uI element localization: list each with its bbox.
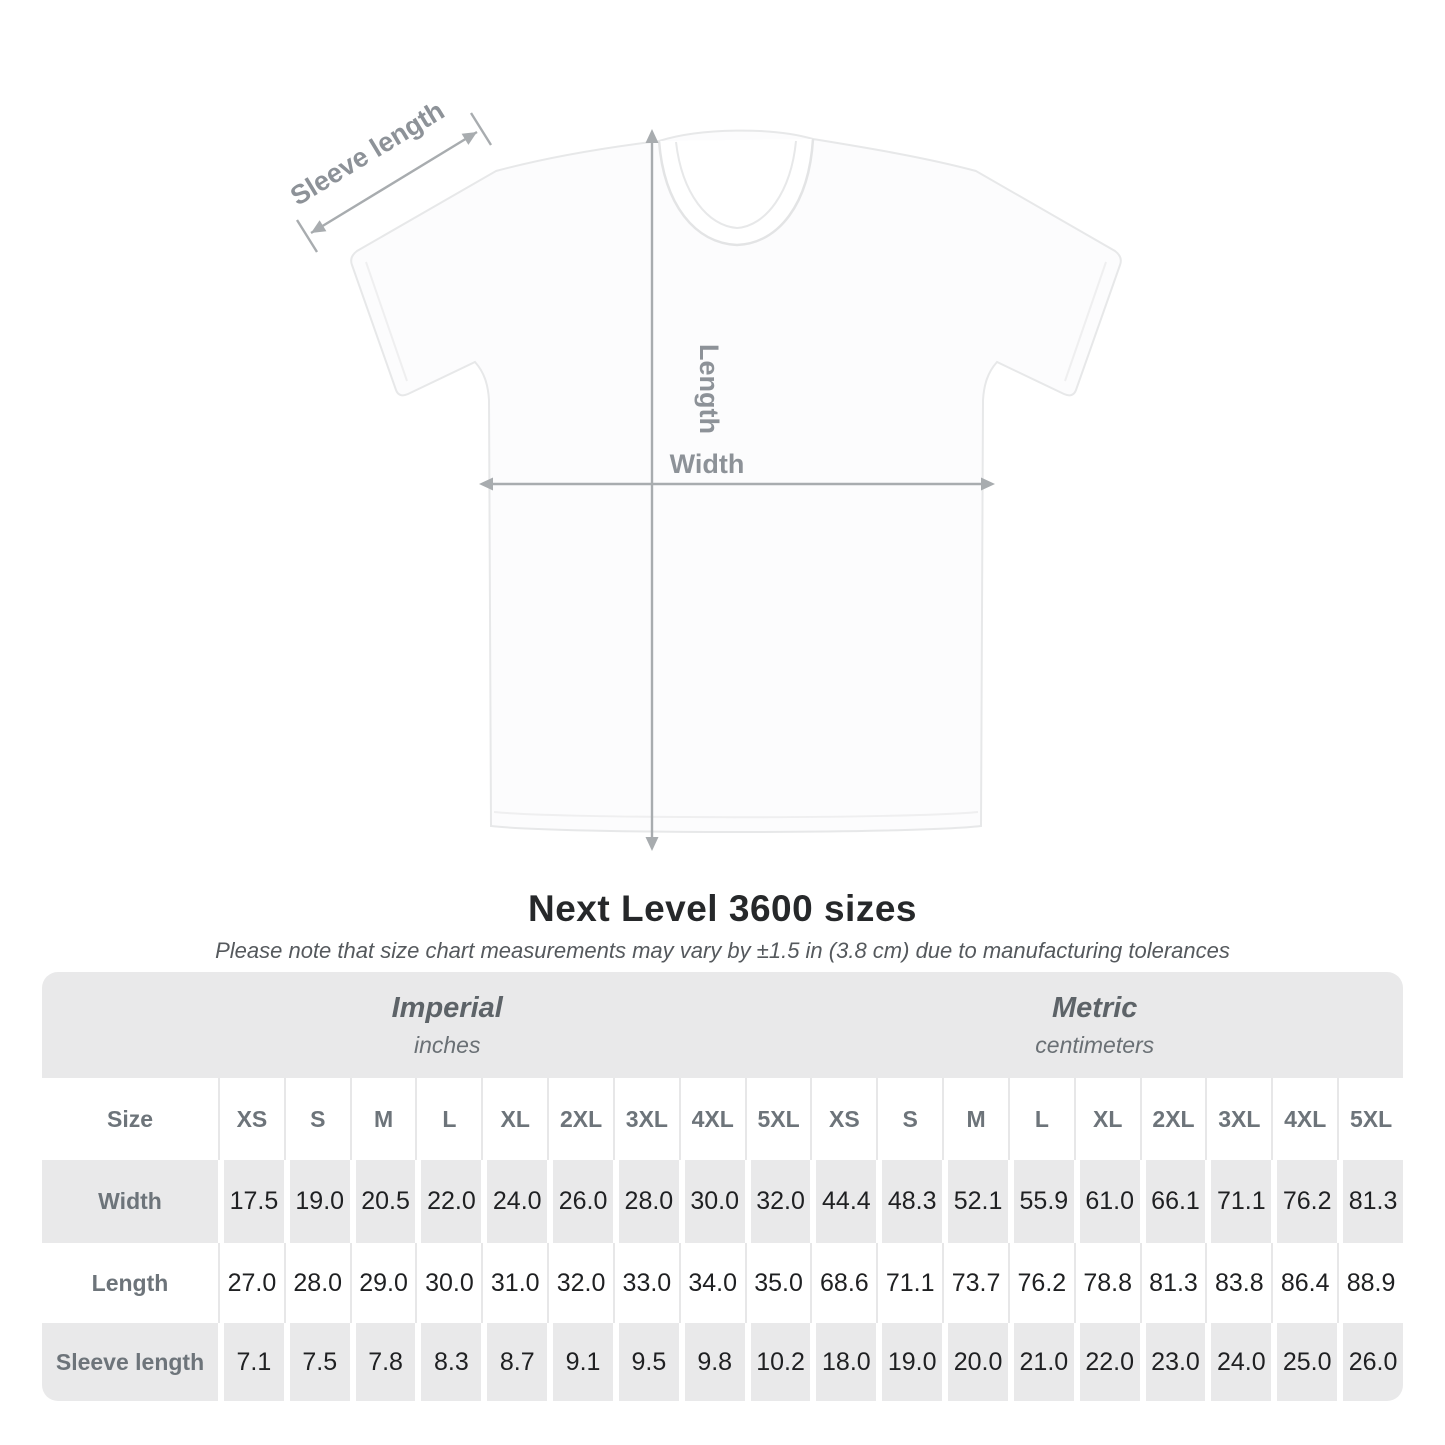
- size-col-header-metric-xs: XS: [810, 1078, 876, 1160]
- tolerance-note: Please note that size chart measurements may vary by ±1.5 in (3.8 cm) due to manufacturing tolerances: [215, 938, 1230, 963]
- value-cell: 19.0: [876, 1323, 942, 1401]
- value-cell: 66.1: [1140, 1160, 1206, 1243]
- size-header-row: [42, 1078, 1403, 1160]
- value-cell: 73.7: [942, 1243, 1008, 1323]
- row-label-width: Width: [42, 1160, 218, 1243]
- row-label-length: Length: [42, 1243, 218, 1323]
- size-col-header-metric-3xl: 3XL: [1205, 1078, 1271, 1160]
- size-col-header-imperial-m: M: [350, 1078, 416, 1160]
- size-col-header-imperial-2xl: 2XL: [547, 1078, 613, 1160]
- value-cell: 7.8: [350, 1323, 416, 1401]
- size-col-header-metric-4xl: 4XL: [1271, 1078, 1337, 1160]
- value-cell: 32.0: [745, 1160, 811, 1243]
- value-cell: 31.0: [481, 1243, 547, 1323]
- value-cell: 18.0: [810, 1323, 876, 1401]
- value-cell: 61.0: [1074, 1160, 1140, 1243]
- page-title: Next Level 3600 sizes: [528, 888, 917, 929]
- table-row-width: [42, 1160, 1403, 1243]
- imperial-section-header: [42, 972, 810, 1078]
- value-cell: 29.0: [350, 1243, 416, 1323]
- sleeve-length-label: Sleeve length: [285, 95, 450, 212]
- value-cell: 76.2: [1008, 1243, 1074, 1323]
- value-cell: 86.4: [1271, 1243, 1337, 1323]
- value-cell: 8.7: [481, 1323, 547, 1401]
- value-cell: 44.4: [810, 1160, 876, 1243]
- table-row-length: [42, 1243, 1403, 1323]
- value-cell: 28.0: [284, 1243, 350, 1323]
- value-cell: 23.0: [1140, 1323, 1206, 1401]
- value-cell: 10.2: [745, 1323, 811, 1401]
- imperial-title: Imperial: [391, 991, 503, 1024]
- size-col-header-metric-5xl: 5XL: [1337, 1078, 1403, 1160]
- value-cell: 30.0: [679, 1160, 745, 1243]
- value-cell: 48.3: [876, 1160, 942, 1243]
- size-table-grid: [42, 972, 1403, 1401]
- value-cell: 17.5: [218, 1160, 284, 1243]
- value-cell: 24.0: [481, 1160, 547, 1243]
- value-cell: 27.0: [218, 1243, 284, 1323]
- value-cell: 52.1: [942, 1160, 1008, 1243]
- value-cell: 22.0: [415, 1160, 481, 1243]
- value-cell: 22.0: [1074, 1323, 1140, 1401]
- imperial-unit: inches: [413, 1031, 481, 1058]
- value-cell: 68.6: [810, 1243, 876, 1323]
- size-col-header-metric-s: S: [876, 1078, 942, 1160]
- unit-band-row: [42, 972, 1403, 1078]
- value-cell: 78.8: [1074, 1243, 1140, 1323]
- size-col-header-metric-m: M: [942, 1078, 1008, 1160]
- size-col-header-imperial-5xl: 5XL: [745, 1078, 811, 1160]
- size-col-header-imperial-4xl: 4XL: [679, 1078, 745, 1160]
- size-column-label: Size: [42, 1078, 218, 1160]
- value-cell: 71.1: [876, 1243, 942, 1323]
- size-col-header-imperial-xs: XS: [218, 1078, 284, 1160]
- value-cell: 9.8: [679, 1323, 745, 1401]
- value-cell: 9.5: [613, 1323, 679, 1401]
- size-col-header-imperial-l: L: [415, 1078, 481, 1160]
- value-cell: 81.3: [1140, 1243, 1206, 1323]
- size-col-header-metric-2xl: 2XL: [1140, 1078, 1206, 1160]
- size-col-header-metric-xl: XL: [1074, 1078, 1140, 1160]
- value-cell: 71.1: [1205, 1160, 1271, 1243]
- length-label: Length: [694, 344, 724, 434]
- value-cell: 9.1: [547, 1323, 613, 1401]
- value-cell: 76.2: [1271, 1160, 1337, 1243]
- size-col-header-imperial-xl: XL: [481, 1078, 547, 1160]
- value-cell: 8.3: [415, 1323, 481, 1401]
- value-cell: 19.0: [284, 1160, 350, 1243]
- size-col-header-imperial-s: S: [284, 1078, 350, 1160]
- value-cell: 7.1: [218, 1323, 284, 1401]
- size-col-header-metric-l: L: [1008, 1078, 1074, 1160]
- value-cell: 26.0: [547, 1160, 613, 1243]
- size-col-header-imperial-3xl: 3XL: [613, 1078, 679, 1160]
- value-cell: 28.0: [613, 1160, 679, 1243]
- metric-section-header: [810, 972, 1403, 1078]
- metric-title: Metric: [1052, 991, 1138, 1024]
- value-cell: 20.5: [350, 1160, 416, 1243]
- value-cell: 55.9: [1008, 1160, 1074, 1243]
- table-row-sleeve-length: [42, 1323, 1403, 1401]
- value-cell: 83.8: [1205, 1243, 1271, 1323]
- value-cell: 88.9: [1337, 1243, 1403, 1323]
- value-cell: 21.0: [1008, 1323, 1074, 1401]
- value-cell: 35.0: [745, 1243, 811, 1323]
- width-label: Width: [669, 449, 745, 479]
- value-cell: 24.0: [1205, 1323, 1271, 1401]
- value-cell: 81.3: [1337, 1160, 1403, 1243]
- size-table: [42, 972, 1403, 1401]
- value-cell: 20.0: [942, 1323, 1008, 1401]
- row-label-sleeve-length: Sleeve length: [42, 1323, 218, 1401]
- value-cell: 30.0: [415, 1243, 481, 1323]
- value-cell: 26.0: [1337, 1323, 1403, 1401]
- metric-unit: centimeters: [1035, 1031, 1155, 1058]
- value-cell: 7.5: [284, 1323, 350, 1401]
- value-cell: 32.0: [547, 1243, 613, 1323]
- value-cell: 33.0: [613, 1243, 679, 1323]
- value-cell: 25.0: [1271, 1323, 1337, 1401]
- value-cell: 34.0: [679, 1243, 745, 1323]
